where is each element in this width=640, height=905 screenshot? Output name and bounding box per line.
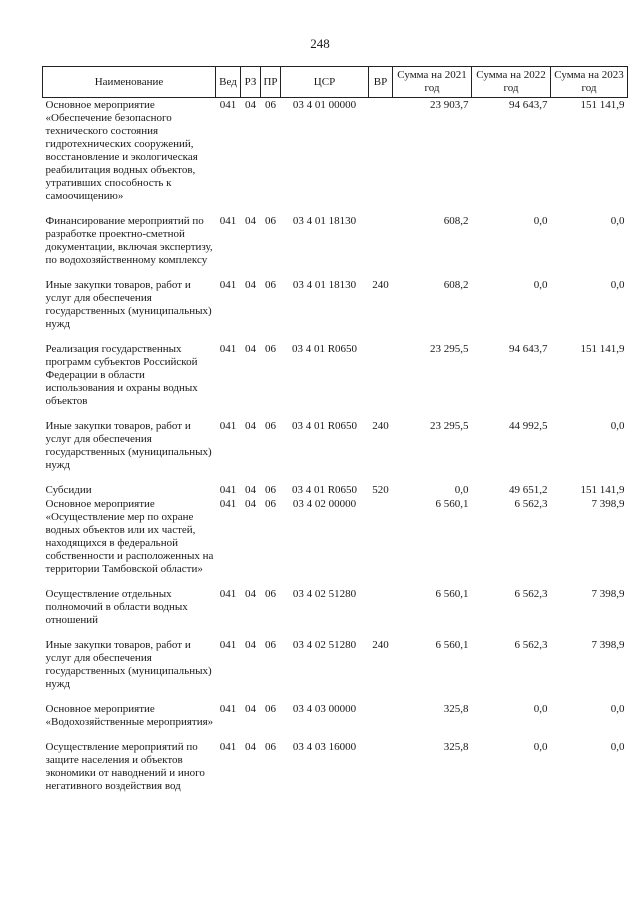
row-csr: 03 4 03 00000 [292,703,357,715]
header-ved: Вед [216,67,241,98]
row-sum-2022: 0,0 [533,741,548,753]
row-name: Субсидии [45,484,92,496]
row-ved: 041 [219,343,237,355]
row-pr: 06 [265,279,276,291]
table-row [43,483,628,497]
row-vr: 240 [372,420,389,432]
row-sum-2021: 325,8 [443,741,469,753]
row-rz: 04 [245,703,256,715]
row-pr: 06 [265,639,276,651]
row-csr: 03 4 03 16000 [292,741,357,753]
table-row [43,278,628,342]
row-csr: 03 4 01 R0650 [291,343,358,355]
row-sum-2023: 151 141,9 [580,343,625,355]
row-rz: 04 [245,420,256,432]
row-vr [369,98,393,215]
table-row [43,638,628,702]
row-sum-2022: 44 992,5 [509,420,548,432]
row-vr: 240 [372,639,389,651]
row-csr: 03 4 02 51280 [292,588,357,600]
row-ved: 041 [219,99,237,111]
row-name: Основное мероприятие «Водохозяйственные мероприятия» [45,703,214,728]
row-sum-2022: 6 562,3 [514,639,548,651]
row-name: Реализация государственных программ субъектов Российской Федерации в области использования и охраны водных объектов [45,343,198,407]
row-sum-2022: 0,0 [533,215,548,227]
row-vr [369,214,393,278]
table-row [43,98,628,215]
row-csr: 03 4 01 R0650 [291,420,358,432]
row-sum-2022: 0,0 [533,703,548,715]
header-sum-2021: Сумма на 2021 год [393,67,472,98]
row-sum-2023: 0,0 [610,420,625,432]
row-sum-2021: 23 903,7 [430,99,469,111]
row-ved: 041 [219,420,237,432]
row-name: Финансирование мероприятий по разработке проектно-сметной документации, включая экспертизу, по водохозяйственному комплексу [45,215,213,266]
row-sum-2023: 0,0 [610,703,625,715]
table-row [43,342,628,419]
row-pr: 06 [265,420,276,432]
row-csr: 03 4 02 51280 [292,639,357,651]
row-sum-2023: 7 398,9 [591,588,625,600]
row-csr: 03 4 01 18130 [292,279,357,291]
row-sum-2021: 608,2 [443,279,469,291]
table-row [43,740,628,804]
row-rz: 04 [245,279,256,291]
row-pr: 06 [265,703,276,715]
row-ved: 041 [219,215,237,227]
table-header [43,67,628,98]
row-name: Основное мероприятие «Осуществление мер по охране водных объектов или их частей, находящихся в федеральной собственности и расположенных на территории Тамбовской области» [45,498,214,575]
row-sum-2022: 6 562,3 [514,498,548,510]
row-sum-2021: 325,8 [443,703,469,715]
row-sum-2023: 0,0 [610,741,625,753]
header-csr: ЦСР [281,67,369,98]
row-sum-2023: 151 141,9 [580,99,625,111]
row-rz: 04 [245,741,256,753]
row-sum-2023: 151 141,9 [580,484,625,496]
row-vr: 240 [372,279,389,291]
row-sum-2022: 49 651,2 [509,484,548,496]
row-sum-2023: 7 398,9 [591,639,625,651]
row-sum-2023: 0,0 [610,215,625,227]
row-name: Осуществление мероприятий по защите населения и объектов экономики от наводнений и иного негативного воздействия вод [45,741,205,792]
row-csr: 03 4 01 18130 [292,215,357,227]
row-sum-2021: 6 560,1 [435,639,469,651]
budget-table [42,66,628,804]
table-row [43,587,628,638]
row-sum-2021: 23 295,5 [430,420,469,432]
table-row [43,214,628,278]
row-pr: 06 [265,588,276,600]
row-sum-2022: 0,0 [533,279,548,291]
row-rz: 04 [245,639,256,651]
header-sum-2023: Сумма на 2023 год [551,67,628,98]
row-rz: 04 [245,588,256,600]
row-vr: 520 [372,484,389,496]
row-sum-2021: 23 295,5 [430,343,469,355]
row-name: Иные закупки товаров, работ и услуг для обеспечения государственных (муниципальных) нужд [45,639,212,690]
row-sum-2021: 0,0 [454,484,469,496]
header-vr: ВР [369,67,393,98]
row-sum-2022: 6 562,3 [514,588,548,600]
row-name: Иные закупки товаров, работ и услуг для обеспечения государственных (муниципальных) нужд [45,279,212,330]
row-sum-2023: 0,0 [610,279,625,291]
row-name: Основное мероприятие «Обеспечение безопасного технического состояния гидротехнических сооружений, восстановление и экологическая реабилитация водных объектов, утративших способность к самоочищению» [45,99,198,202]
row-pr: 06 [265,484,276,496]
row-vr [369,702,393,740]
row-pr: 06 [265,215,276,227]
row-vr [369,587,393,638]
row-csr: 03 4 01 00000 [292,99,357,111]
row-sum-2021: 6 560,1 [435,498,469,510]
page-number: 248 [310,36,330,51]
row-ved: 041 [219,279,237,291]
row-name: Осуществление отдельных полномочий в области водных отношений [45,588,188,626]
table-row [43,702,628,740]
row-pr: 06 [265,498,276,510]
row-sum-2021: 608,2 [443,215,469,227]
row-rz: 04 [245,343,256,355]
row-ved: 041 [219,703,237,715]
row-rz: 04 [245,215,256,227]
row-name: Иные закупки товаров, работ и услуг для обеспечения государственных (муниципальных) нужд [45,420,212,471]
row-vr [369,342,393,419]
row-vr [369,497,393,587]
header-pr: ПР [261,67,281,98]
table-row [43,419,628,483]
row-ved: 041 [219,498,237,510]
row-ved: 041 [219,588,237,600]
row-sum-2022: 94 643,7 [509,99,548,111]
row-sum-2023: 7 398,9 [591,498,625,510]
row-ved: 041 [219,484,237,496]
row-sum-2021: 6 560,1 [435,588,469,600]
row-pr: 06 [265,741,276,753]
row-pr: 06 [265,343,276,355]
row-csr: 03 4 02 00000 [292,498,357,510]
header-rz: РЗ [241,67,261,98]
table-body [43,98,628,805]
row-rz: 04 [245,99,256,111]
header-name: Наименование [43,67,216,98]
header-sum-2022: Сумма на 2022 год [472,67,551,98]
row-ved: 041 [219,639,237,651]
row-pr: 06 [265,99,276,111]
row-rz: 04 [245,498,256,510]
row-csr: 03 4 01 R0650 [291,484,358,496]
row-sum-2022: 94 643,7 [509,343,548,355]
table-row [43,497,628,587]
row-vr [369,740,393,804]
row-ved: 041 [219,741,237,753]
row-rz: 04 [245,484,256,496]
